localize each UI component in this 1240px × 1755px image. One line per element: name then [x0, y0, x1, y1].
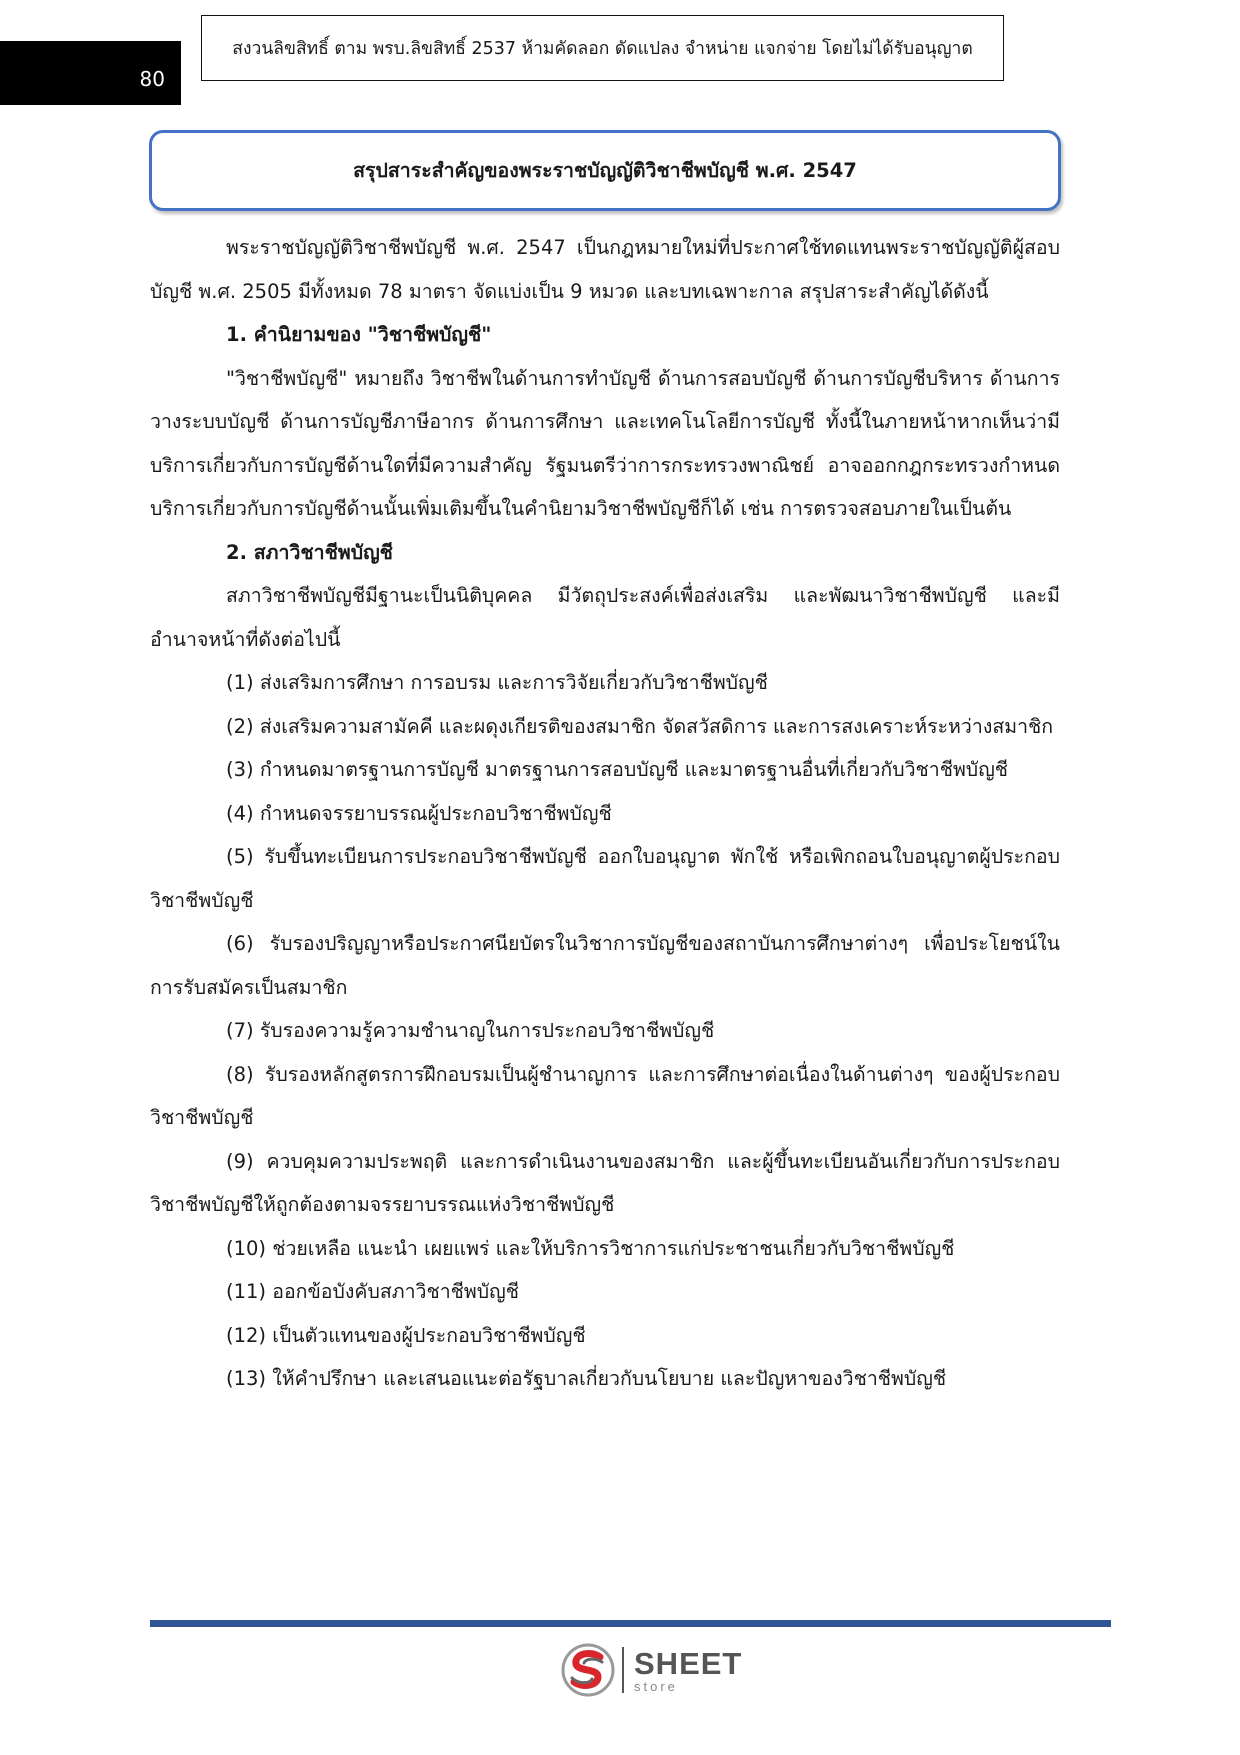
logo-subtext: store [634, 1678, 678, 1694]
footer-rule [150, 1620, 1111, 1627]
list-item: (6) รับรองปริญญาหรือประกาศนียบัตรในวิชาการบัญชีของสถาบันการศึกษาต่างๆ เพื่อประโยชน์ในการรับสมัครเป็นสมาชิก [150, 932, 1060, 999]
copyright-notice: สงวนลิขสิทธิ์ ตาม พรบ.ลิขสิทธิ์ 2537 ห้ามคัดลอก ดัดแปลง จำหน่าย แจกจ่าย โดยไม่ได้รับอนุญาต [232, 39, 973, 59]
list-item: (3) กำหนดมาตรฐานการบัญชี มาตรฐานการสอบบัญชี และมาตรฐานอื่นที่เกี่ยวกับวิชาชีพบัญชี [226, 758, 1009, 781]
list-item: (8) รับรองหลักสูตรการฝึกอบรมเป็นผู้ชำนาญการ และการศึกษาต่อเนื่องในด้านต่างๆ ของผู้ประกอบวิชาชีพบัญชี [150, 1062, 1060, 1129]
sheet-store-s-logo-icon [560, 1642, 616, 1698]
list-item: (11) ออกข้อบังคับสภาวิชาชีพบัญชี [226, 1280, 519, 1303]
sheet-store-logo [560, 1640, 742, 1700]
section-2-heading: 2. สภาวิชาชีพบัญชี [226, 540, 393, 564]
logo-word: SHEET [634, 1645, 743, 1681]
list-item: (1) ส่งเสริมการศึกษา การอบรม และการวิจัยเกี่ยวกับวิชาชีพบัญชี [226, 671, 768, 694]
document-body [150, 226, 1060, 1401]
intro-paragraph: พระราชบัญญัติวิชาชีพบัญชี พ.ศ. 2547 เป็นกฎหมายใหม่ที่ประกาศใช้ทดแทนพระราชบัญญัติผู้สอบบัญชี พ.ศ. 2505 มีทั้งหมด 78 มาตรา จัดแบ่งเป็น 9 หมวด และบทเฉพาะกาล สรุปสาระสำคัญได้ดังนี้ [150, 236, 1060, 303]
list-item: (10) ช่วยเหลือ แนะนำ เผยแพร่ และให้บริการวิชาการแก่ประชาชนเกี่ยวกับวิชาชีพบัญชี [226, 1236, 955, 1260]
page-number [0, 41, 181, 105]
page-title: สรุปสาระสำคัญของพระราชบัญญัติวิชาชีพบัญชี พ.ศ. 2547 [353, 159, 857, 182]
logo-divider [622, 1647, 624, 1693]
list-item: (7) รับรองความรู้ความชำนาญในการประกอบวิชาชีพบัญชี [226, 1019, 715, 1042]
list-item: (2) ส่งเสริมความสามัคคี และผดุงเกียรติของสมาชิก จัดสวัสดิการ และการสงเคราะห์ระหว่างสมาชิก [226, 714, 1054, 738]
list-item: (5) รับขึ้นทะเบียนการประกอบวิชาชีพบัญชี ออกใบอนุญาต พักใช้ หรือเพิกถอนใบอนุญาตผู้ประกอบวิชาชีพบัญชี [150, 845, 1060, 912]
section-1-body: "วิชาชีพบัญชี" หมายถึง วิชาชีพในด้านการทำบัญชี ด้านการสอบบัญชี ด้านการบัญชีบริหาร ด้านการวางระบบบัญชี ด้านการบัญชีภาษีอากร ด้านการศึกษา และเทคโนโลยีการบัญชี ทั้งนี้ในภายหน้าหากเห็นว่ามีบริการเกี่ยวกับการบัญชีด้านใดที่มีความสำคัญ รัฐมนตรีว่าการกระทรวงพาณิชย์ อาจออกกฎกระทรวงกำหนดบริการเกี่ยวกับการบัญชีด้านนั้นเพิ่มเติมขึ้นในคำนิยามวิชาชีพบัญชีก็ได้ เช่น การตรวจสอบภายในเป็นต้น [150, 366, 1060, 520]
list-item: (12) เป็นตัวแทนของผู้ประกอบวิชาชีพบัญชี [226, 1323, 586, 1347]
copyright-notice-box [201, 15, 1004, 81]
title-box [149, 130, 1061, 211]
page-number-text: 80 [139, 67, 165, 91]
section-1-heading: 1. คำนิยามของ "วิชาชีพบัญชี" [226, 323, 492, 346]
list-item: (13) ให้คำปรึกษา และเสนอแนะต่อรัฐบาลเกี่ยวกับนโยบาย และปัญหาของวิชาชีพบัญชี [226, 1367, 947, 1390]
list-item: (4) กำหนดจรรยาบรรณผู้ประกอบวิชาชีพบัญชี [226, 801, 612, 825]
list-item: (9) ควบคุมความประพฤติ และการดำเนินงานของสมาชิก และผู้ขึ้นทะเบียนอันเกี่ยวกับการประกอบวิชาชีพบัญชีให้ถูกต้องตามจรรยาบรรณแห่งวิชาชีพบัญชี [150, 1149, 1060, 1216]
logo-text [634, 1645, 743, 1694]
section-2-body: สภาวิชาชีพบัญชีมีฐานะเป็นนิติบุคคล มีวัตถุประสงค์เพื่อส่งเสริม และพัฒนาวิชาชีพบัญชี และมีอำนาจหน้าที่ดังต่อไปนี้ [150, 584, 1060, 651]
